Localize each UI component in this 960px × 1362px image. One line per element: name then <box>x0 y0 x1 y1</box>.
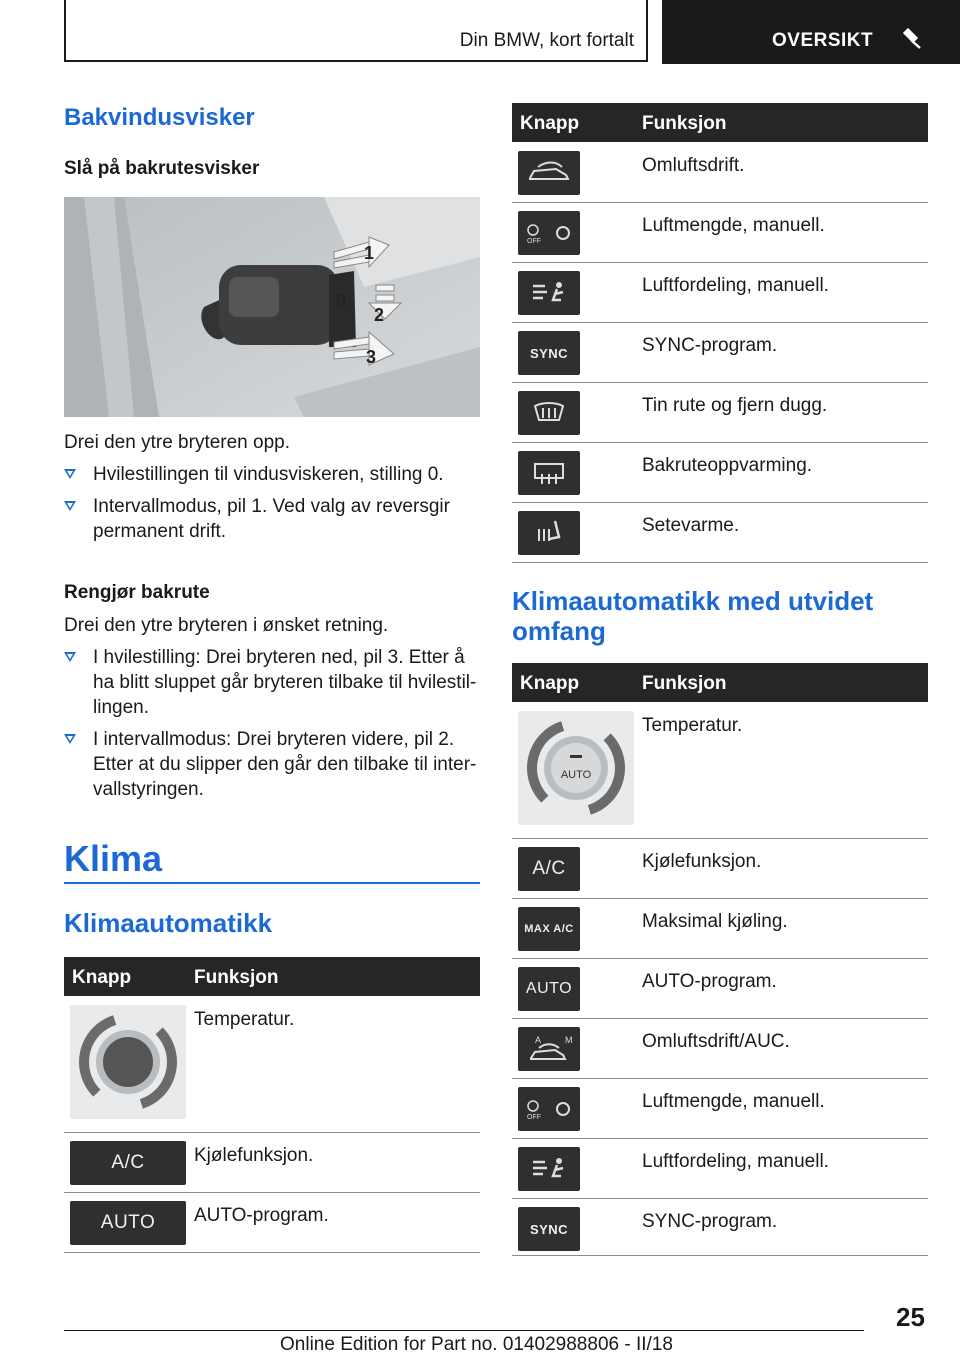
header-right-box <box>662 0 960 64</box>
photo-label-1: 1 <box>364 243 375 263</box>
sync-button-icon: SYNC <box>518 331 580 375</box>
max-ac-button-icon: MAX A/C <box>518 907 580 951</box>
table-row <box>64 1193 480 1253</box>
text-drei-retning: Drei den ytre bryteren i ønsket retning. <box>64 615 389 636</box>
air-distribution-icon <box>518 271 580 315</box>
table-header <box>512 103 928 142</box>
subheading-rengjor: Rengjør bakrute <box>64 582 210 603</box>
function-text: SYNC-program. <box>642 1211 778 1232</box>
auto-button-icon: AUTO <box>518 967 580 1011</box>
function-text: Setevarme. <box>642 515 740 536</box>
function-text: Kjølefunksjon. <box>194 1145 314 1166</box>
photo-label-2: 2 <box>374 305 385 325</box>
svg-text:A: A <box>535 1035 542 1045</box>
table-row <box>512 959 928 1019</box>
table-buttons-1 <box>512 103 928 559</box>
table-row <box>512 323 928 383</box>
col-funksjon: Funksjon <box>642 673 727 694</box>
table-row <box>512 839 928 899</box>
temperature-dial-icon <box>70 1005 186 1119</box>
footer-rule <box>64 1330 864 1331</box>
fan-off-icon <box>518 1087 580 1131</box>
function-text: Omluftsdrift. <box>642 155 745 176</box>
function-text: Luftmengde, manuell. <box>642 215 825 236</box>
table-row <box>512 703 928 839</box>
defrost-front-icon <box>518 391 580 435</box>
recirculation-icon <box>518 151 580 195</box>
page-number: 25 <box>896 1302 925 1332</box>
table-row <box>64 1133 480 1193</box>
table-row <box>512 143 928 203</box>
function-text: Maksimal kjøling. <box>642 911 788 932</box>
seat-heat-icon <box>518 511 580 555</box>
table-klimaautomatikk <box>64 957 480 1253</box>
table-buttons-2 <box>512 663 928 1255</box>
function-text: Bakruteoppvarming. <box>642 455 813 476</box>
function-text: AUTO-program. <box>194 1205 329 1226</box>
table-header <box>512 663 928 702</box>
function-text: Temperatur. <box>642 715 743 736</box>
heading-rule <box>64 882 480 884</box>
function-text: SYNC-program. <box>642 335 778 356</box>
col-knapp: Knapp <box>520 673 580 694</box>
bullet-triangle-icon <box>64 501 76 511</box>
table-header <box>64 957 480 996</box>
table-row <box>512 263 928 323</box>
function-text: Tin rute og fjern dugg. <box>642 395 828 416</box>
function-text: Temperatur. <box>194 1009 295 1030</box>
fan-off-icon <box>518 211 580 255</box>
table-row <box>64 997 480 1133</box>
table-row <box>512 203 928 263</box>
auc-recirculation-icon <box>518 1027 580 1071</box>
table-row <box>512 1139 928 1199</box>
bullet-intervallmodus: Intervallmodus, pil 1. Ved valg av reversgir permanent drift. <box>64 494 480 544</box>
bullet-triangle-icon <box>64 469 76 479</box>
photo-label-3: 3 <box>366 347 377 367</box>
svg-text:OFF: OFF <box>527 238 541 245</box>
bullet-hvilestilling: Hvilestillingen til vindusviskeren, stilling 0. <box>64 462 480 487</box>
svg-text:OFF: OFF <box>527 1114 541 1121</box>
col-funksjon: Funksjon <box>194 967 279 988</box>
col-knapp: Knapp <box>72 967 132 988</box>
pin-icon <box>898 28 924 50</box>
function-text: Luftfordeling, manuell. <box>642 1151 829 1172</box>
section-title: Din BMW, kort fortalt <box>459 30 634 51</box>
ac-button-icon: A/C <box>518 847 580 891</box>
heading-klima: Klima <box>64 838 163 879</box>
function-text: Luftmengde, manuell. <box>642 1091 825 1112</box>
function-text: Kjølefunksjon. <box>642 851 762 872</box>
table-row <box>512 383 928 443</box>
col-funksjon: Funksjon <box>642 113 727 134</box>
chapter-label: OVERSIKT <box>772 30 874 51</box>
text-drei-opp: Drei den ytre bryteren opp. <box>64 432 291 453</box>
function-text: AUTO-program. <box>642 971 777 992</box>
ac-button-icon: A/C <box>70 1141 186 1185</box>
wiper-stalk-photo <box>64 197 480 417</box>
table-row <box>512 1199 928 1256</box>
photo-label-0: 0 <box>336 291 347 311</box>
table-row <box>512 443 928 503</box>
col-knapp: Knapp <box>520 113 580 134</box>
heading-utvidet: Klimaautomatikk med utvidet omfang <box>512 586 874 646</box>
temperature-dial-auto-icon <box>518 711 634 825</box>
header-left-box <box>64 0 648 62</box>
function-text: Luftfordeling, manuell. <box>642 275 829 296</box>
bullet-triangle-icon <box>64 734 76 744</box>
function-text: Omluftsdrift/AUC. <box>642 1031 790 1052</box>
subheading-sla-pa: Slå på bakrutesvisker <box>64 158 260 179</box>
bullet-i-hvilestilling: I hvilestilling: Drei bryteren ned, pil 3. Etter å ha blitt sluppet går bryteren tilbake til hvilestil‐lingen. <box>64 645 480 720</box>
air-distribution-icon <box>518 1147 580 1191</box>
auto-button-icon: AUTO <box>70 1201 186 1245</box>
sync-button-icon: SYNC <box>518 1207 580 1251</box>
svg-text:M: M <box>565 1035 573 1045</box>
table-row <box>512 1079 928 1139</box>
table-row <box>512 503 928 563</box>
table-row <box>512 899 928 959</box>
svg-text:AUTO: AUTO <box>560 769 592 781</box>
table-row <box>512 1019 928 1079</box>
heading-bakvindusvisker: Bakvindusvisker <box>64 104 255 131</box>
bullet-triangle-icon <box>64 652 76 662</box>
rear-window-heat-icon <box>518 451 580 495</box>
heading-klimaautomatikk: Klimaautomatikk <box>64 908 273 938</box>
footer-edition: Online Edition for Part no. 01402988806 - II/18 <box>280 1334 673 1355</box>
bullet-i-intervallmodus: I intervallmodus: Drei bryteren videre, pil 2. Etter at du slipper den går den tilbake til inter‐vallstyringen. <box>64 727 480 802</box>
